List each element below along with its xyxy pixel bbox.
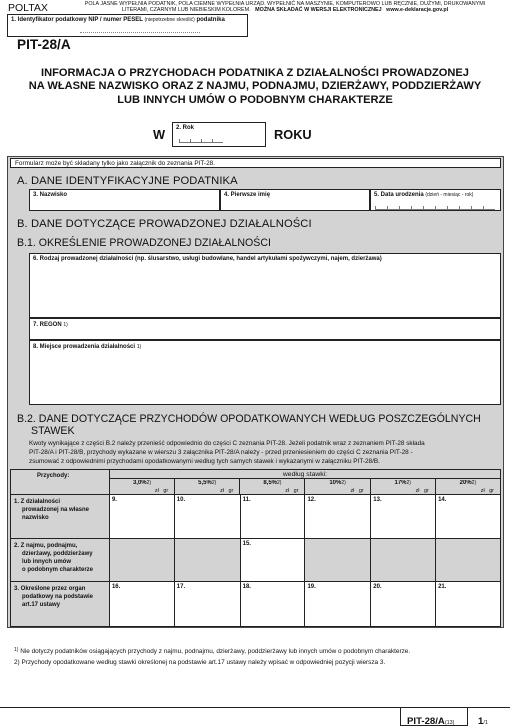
income-rates-header: według stawki: (110, 470, 500, 479)
unit-gr: gr (358, 487, 364, 494)
rate-cell (371, 479, 436, 494)
income-cell-9[interactable] (109, 495, 174, 539)
income-cell-disabled (305, 539, 371, 582)
footnote-1-mark: 1) (14, 647, 19, 653)
surname-field[interactable] (29, 189, 220, 211)
rate-value: 20% (459, 480, 472, 486)
footer-page (478, 711, 488, 727)
unit-zl: zł (154, 487, 159, 494)
footer-page-number: 1 (478, 716, 484, 727)
income-cell-21[interactable] (436, 582, 501, 627)
rate-value: 10% (329, 480, 342, 486)
rate-sup: 2) (471, 480, 477, 486)
instructions-line2-c: www.e-deklaracje.gov.pl (386, 7, 449, 14)
income-row-art17 (11, 582, 501, 627)
year-prefix: W (153, 127, 166, 142)
regon-label (30, 319, 500, 331)
income-cell-17[interactable] (174, 582, 240, 627)
row-label-line: dzierżawy, poddzierżawy (22, 551, 93, 557)
rate-value: 3,0% (132, 480, 147, 486)
instructions (62, 1, 508, 13)
rate-cell (175, 479, 240, 494)
row-label-cell (11, 582, 110, 627)
section-b2-title-line2: STAWEK (31, 425, 75, 438)
footnote-2-text: Przychody opodatkowane według stawki określonej na podstawie art.17 ustawy należy wpisać w odpowiedniej pozycji wiersza 3. (21, 659, 386, 666)
income-cell-disabled (371, 539, 436, 582)
unit-gr: gr (163, 487, 169, 494)
row-label-line: prowadzonej na własne (22, 507, 90, 513)
year-suffix: ROKU (274, 127, 312, 142)
rate-units (481, 488, 494, 494)
nip-pesel-label (8, 15, 247, 25)
rate-label (110, 480, 174, 486)
rate-label (436, 480, 500, 486)
rate-units (285, 488, 298, 494)
nip-pesel-entry-line (80, 32, 200, 33)
cell-number: 18. (242, 584, 251, 590)
birth-date-boxes (375, 204, 495, 210)
income-cell-14[interactable] (436, 495, 501, 539)
rate-sup: 2) (406, 480, 411, 486)
birth-date-field[interactable] (370, 189, 501, 211)
rate-cell (305, 479, 370, 494)
row-label-line: 2. Z najmu, podnajmu, (14, 543, 78, 549)
section-b2-note-line2: PIT-28/A i PIT-28/B, przychody wykazane w wierszu 3 załącznika PIT-28/A należy - przed przeniesieniem do części C zeznania PIT-28 - (29, 448, 413, 456)
regon-sup: 1) (63, 322, 68, 328)
regon-field[interactable] (29, 318, 501, 340)
unit-zl: zł (220, 487, 224, 494)
form-title-line1: INFORMACJA O PRZYCHODACH PODATNIKA Z DZIAŁALNOŚCI PROWADZONEJ (41, 67, 469, 79)
rate-value: 8,5% (263, 480, 277, 486)
unit-gr: gr (293, 487, 299, 494)
section-b2-title (17, 413, 481, 438)
year-digit-boxes (179, 137, 223, 143)
unit-gr: gr (489, 487, 494, 494)
instructions-line2-b: MOŻNA SKŁADAĆ W WERSJI ELEKTRONICZNEJ (255, 7, 382, 14)
section-b2-note-line1: Kwoty wynikające z części B.2 należy przenieść odpowiednio do części C zeznania PIT-28. Jeżeli podatnik wraz z zeznaniem PIT-28 składa (29, 440, 425, 447)
income-table (10, 469, 501, 627)
footer-code: PIT-28/A (407, 716, 445, 727)
row-label-cell (11, 539, 110, 582)
nip-pesel-suffix: podatnika (196, 17, 225, 23)
birth-date-label (371, 190, 500, 200)
income-row-business (11, 495, 501, 539)
income-cell-12[interactable] (305, 495, 371, 539)
unit-gr: gr (228, 487, 234, 494)
cell-number: 20. (373, 584, 382, 590)
footer-page-total: /1 (483, 720, 488, 726)
cell-number: 10. (176, 497, 186, 503)
income-cell-15[interactable] (240, 539, 305, 582)
cell-number: 11. (242, 497, 251, 503)
cell-number: 12. (307, 497, 316, 503)
footnote-1-text: Nie dotyczy podatników osiągających przychody z najmu, podnajmu, dzierżawy, poddzierżawy lub innych umów o podobnym charakterze. (20, 648, 411, 655)
cell-number: 14. (438, 497, 447, 503)
section-b2-title-line1: B.2. DANE DOTYCZĄCE PRZYCHODÓW OPODATKOWANYCH WEDŁUG POSZCZEGÓLNYCH (17, 413, 481, 425)
row-label-cell (11, 495, 110, 539)
rate-units (416, 488, 429, 494)
nip-pesel-note: (niepotrzebne skreślić) (144, 17, 195, 23)
activity-type-field[interactable] (29, 253, 501, 318)
income-rates-cell (109, 470, 500, 495)
form-title-line2: NA WŁASNE NAZWISKO ORAZ Z NAJMU, PODNAJMU, DZIERŻAWY, PODDZIERŻAWY (28, 80, 482, 93)
rate-units (155, 488, 168, 494)
unit-zl: zł (415, 487, 420, 494)
nip-pesel-label-text: 1. Identyfikator podatkowy NIP / numer PESEL (11, 17, 143, 23)
row-label-line: lub innych umów (22, 559, 71, 565)
rate-cell (240, 479, 305, 494)
cell-number: 13. (373, 497, 382, 503)
income-rates-row (110, 479, 500, 494)
cell-number: 17. (176, 584, 186, 590)
income-cell-13[interactable] (371, 495, 436, 539)
regon-label-text: 7. REGON (33, 322, 62, 328)
year-field[interactable] (172, 122, 266, 147)
income-cell-11[interactable] (240, 495, 305, 539)
birth-date-label-text: 5. Data urodzenia (374, 192, 424, 198)
row-label (11, 495, 109, 525)
activity-place-label (30, 341, 500, 353)
row-label-line: 3. Określone przez organ (14, 586, 86, 592)
rate-value: 17% (394, 480, 407, 486)
footnote-2 (14, 659, 504, 666)
income-corner-label: Przychody: (37, 473, 70, 479)
row-label-line: nazwisko (22, 515, 49, 521)
footnote-2-mark: 2) (14, 659, 20, 666)
birth-date-note: (dzień - miesiąc - rok) (425, 192, 474, 198)
row-label-line: o podobnym charakterze (22, 567, 94, 573)
rate-value: 5,5% (198, 480, 212, 486)
row-label-line: podatkowy na podstawie (22, 594, 94, 600)
footnote-1 (14, 648, 504, 655)
nip-pesel-field[interactable] (7, 14, 248, 37)
row-label-line: 1. Z działalności (14, 499, 61, 505)
brand-logo: POLTAX (8, 2, 48, 14)
rate-sup: 2) (211, 480, 217, 486)
cell-number: 9. (111, 497, 117, 503)
footer-version: (13) (444, 720, 455, 726)
section-a-title: A. DANE IDENTYFIKACYJNE PODATNIKA (17, 175, 238, 187)
income-row-rental (11, 539, 501, 582)
activity-place-field[interactable] (29, 340, 501, 405)
unit-gr: gr (424, 487, 429, 494)
income-cell-disabled (436, 539, 501, 582)
income-cell-19[interactable] (305, 582, 371, 627)
rate-sup: 2) (146, 480, 152, 486)
section-b2-note (29, 440, 503, 466)
row-label (11, 539, 109, 577)
form-title-line3: LUB INNYCH UMÓW O PODOBNYM CHARAKTERZE (117, 93, 393, 106)
rate-units (220, 488, 233, 494)
activity-place-label-text: 8. Miejsce prowadzenia działalności (33, 344, 136, 350)
instructions-line2-a: LITERAMI, CZARNYM LUB NIEBIESKIM KOLOREM. (121, 7, 251, 14)
activity-type-label: 6. Rodzaj prowadzonej działalności (np. ślusarstwo, usługi budowlane, handel artykułami spożywczymi, najem, dzierżawa) (33, 256, 382, 262)
attachment-note: Formularz może być składany tylko jako załącznik do zeznania PIT-28. (10, 158, 501, 168)
first-name-label: 4. Pierwsze imię (224, 192, 271, 198)
income-header-row (11, 470, 501, 495)
income-cell-20[interactable] (371, 582, 436, 627)
form-title (0, 67, 510, 107)
cell-number: 21. (438, 584, 447, 590)
income-cell-10[interactable] (174, 495, 240, 539)
cell-number: 15. (242, 541, 251, 547)
income-cell-disabled (174, 539, 240, 582)
section-b-title: B. DANE DOTYCZĄCE PROWADZONEJ DZIAŁALNOŚCI (17, 218, 312, 230)
income-cell-disabled (109, 539, 174, 582)
rate-label (305, 480, 369, 486)
row-label (11, 582, 109, 612)
surname-label: 3. Nazwisko (33, 192, 68, 198)
rate-units (350, 488, 363, 494)
rate-cell (110, 479, 175, 494)
rate-sup: 2) (341, 480, 346, 486)
section-b1-title: B.1. OKREŚLENIE PROWADZONEJ DZIAŁALNOŚCI (17, 237, 271, 249)
unit-zl: zł (480, 487, 485, 494)
year-label: 2. Rok (176, 125, 195, 131)
rate-label (240, 480, 304, 486)
income-corner-cell (11, 470, 110, 495)
cell-number: 19. (307, 584, 316, 590)
form-code: PIT-28/A (17, 37, 71, 52)
cell-number: 16. (111, 584, 121, 590)
rate-sup: 2) (277, 480, 282, 486)
rate-label (371, 480, 435, 486)
income-cell-16[interactable] (109, 582, 174, 627)
first-name-field[interactable] (220, 189, 370, 211)
instructions-line2 (62, 7, 508, 13)
footer-code-box (400, 707, 468, 726)
instructions-line1: POLA JASNE WYPEŁNIA PODATNIK, POLA CIEMNE WYPEŁNIA URZĄD. WYPEŁNIĆ NA MASZYNIE, KOMPUTEROWO LUB RĘCZNIE, DUŻYMI, DRUKOWANYMI (84, 1, 486, 7)
row-label-line: art.17 ustawy (22, 602, 61, 608)
activity-place-sup: 1) (136, 344, 142, 350)
unit-zl: zł (350, 487, 355, 494)
income-cell-18[interactable] (240, 582, 305, 627)
section-b2-note-line3: zsumować z odpowiednimi przychodami opodatkowanymi według tych samych stawek i wykazanymi w załączniku PIT-28/B. (29, 457, 380, 465)
unit-zl: zł (285, 487, 290, 494)
rate-cell (436, 479, 500, 494)
rate-label (175, 480, 239, 486)
